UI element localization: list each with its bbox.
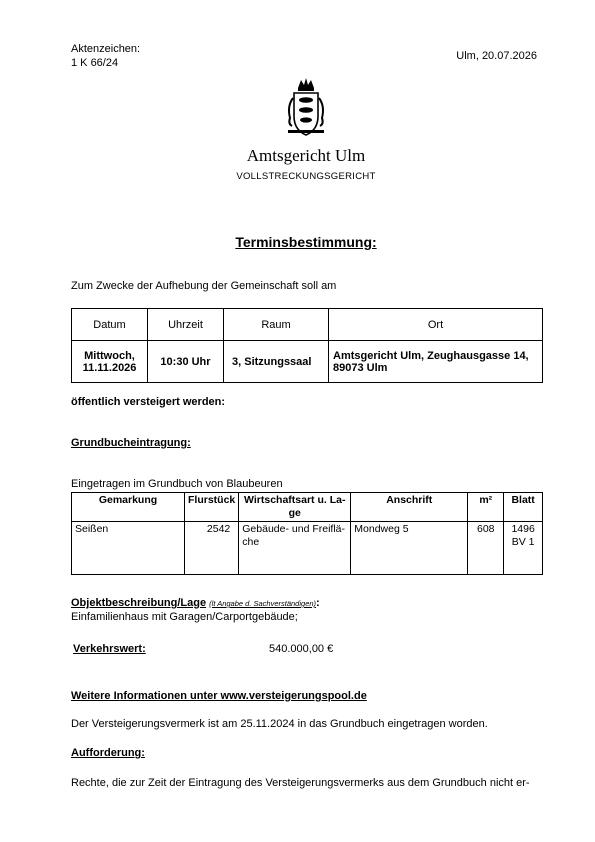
cell-wirtschaftsart [239, 522, 351, 575]
weitere-informationen: Weitere Informationen unter www.versteigerungspool.de [71, 690, 367, 702]
header-datum: Datum [72, 309, 148, 341]
objekt-text: Einfamilienhaus mit Garagen/Carportgebäude; [71, 611, 298, 623]
termin-table [71, 308, 543, 383]
header-gemarkung: Gemarkung [72, 493, 185, 522]
cell-uhrzeit: 10:30 Uhr [148, 341, 224, 383]
header-m2: m² [468, 493, 504, 522]
objekt-colon: : [316, 597, 320, 609]
objekt-note: (lt Angabe d. Sachverständigen) [209, 599, 317, 608]
cell-ort [329, 341, 543, 383]
grundbuch-header-row [72, 493, 543, 522]
datum-date: 11.11.2026 [82, 361, 137, 374]
header-raum: Raum [224, 309, 329, 341]
termin-header-row [72, 309, 543, 341]
header-wirtschaftsart [239, 493, 351, 522]
ort-line1: Amtsgericht Ulm, Zeughausgasse 14, [333, 349, 529, 362]
blatt-line1: 1496 [511, 523, 535, 535]
header-ort: Ort [329, 309, 543, 341]
court-department: VOLLSTRECKUNGSGERICHT [236, 171, 376, 182]
cell-flurstueck: 2542 [185, 522, 239, 575]
cell-anschrift: Mondweg 5 [351, 522, 468, 575]
blatt-line2: BV 1 [511, 536, 535, 548]
header-wirtschaftsart-line1: Wirtschaftsart u. La- [244, 494, 346, 506]
header-wirtschaftsart-line2: ge [288, 507, 301, 519]
objekt-heading: Objektbeschreibung/Lage [71, 597, 207, 609]
table-bottom-border [72, 574, 543, 575]
vermerk-text: Der Versteigerungsvermerk ist am 25.11.2024 in das Grundbuch eingetragen worden. [71, 718, 488, 730]
aktenzeichen-value: 1 K 66/24 [71, 57, 119, 69]
cell-m2: 608 [468, 522, 504, 575]
versteigert-text: öffentlich versteigert werden: [71, 396, 226, 408]
grundbuch-eingetragen: Eingetragen im Grundbuch von Blaubeuren [71, 478, 283, 490]
coat-of-arms-icon [283, 76, 329, 138]
ort-datum: Ulm, 20.07.2026 [456, 50, 537, 62]
verkehrswert-value: 540.000,00 € [269, 643, 334, 655]
cell-datum [72, 341, 148, 383]
cell-raum: 3, Sitzungssaal [224, 341, 329, 383]
cell-gemarkung: Seißen [72, 522, 185, 575]
court-name: Amtsgericht Ulm [246, 146, 366, 165]
intro-text: Zum Zwecke der Aufhebung der Gemeinschaft soll am [71, 280, 337, 292]
aufforderung-text: Rechte, die zur Zeit der Eintragung des Versteigerungsvermerks aus dem Grundbuch nicht er- [71, 777, 530, 789]
verkehrswert-label: Verkehrswert: [73, 643, 146, 655]
grundbuch-heading: Grundbucheintragung: [71, 437, 191, 449]
objekt-heading-line [71, 597, 320, 609]
wirtschaftsart-line1: Gebäude- und Freiflä- [242, 523, 345, 535]
grundbuch-table [71, 492, 543, 575]
header-anschrift: Anschrift [351, 493, 468, 522]
aktenzeichen-label: Aktenzeichen: [71, 43, 141, 55]
header-flurstueck: Flurstück [185, 493, 239, 522]
header-blatt: Blatt [504, 493, 543, 522]
table-row [72, 522, 543, 575]
aufforderung-heading: Aufforderung: [71, 747, 145, 759]
cell-blatt [504, 522, 543, 575]
aktenzeichen [71, 42, 140, 70]
page-title: Terminsbestimmung: [235, 234, 377, 250]
datum-weekday: Mittwoch, [84, 349, 135, 362]
header-uhrzeit: Uhrzeit [148, 309, 224, 341]
termin-row [72, 341, 543, 383]
wirtschaftsart-line2: che [242, 536, 260, 548]
ort-line2: 89073 Ulm [333, 361, 388, 374]
